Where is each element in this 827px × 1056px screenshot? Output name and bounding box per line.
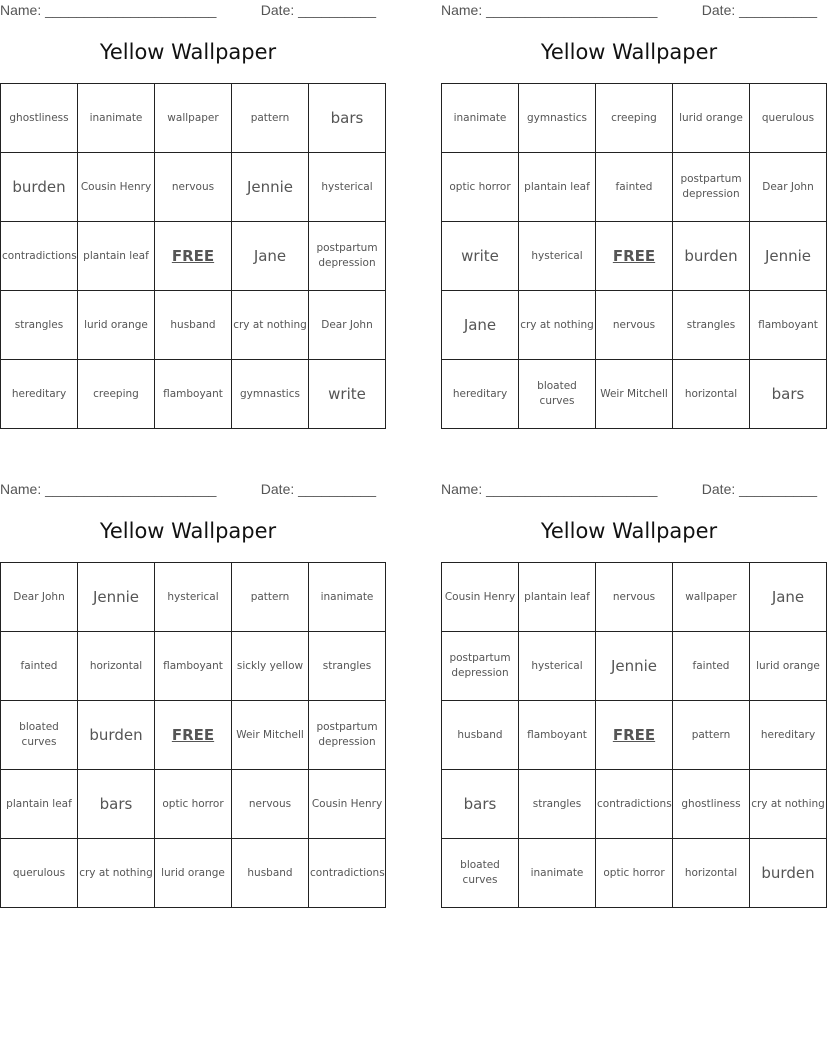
bingo-cell: strangles <box>309 632 386 701</box>
bingo-cell: strangles <box>1 291 78 360</box>
bingo-cell: Jane <box>750 563 827 632</box>
bingo-cell: inanimate <box>442 84 519 153</box>
bingo-cell: hereditary <box>442 360 519 429</box>
bingo-cell: cry at nothing <box>519 291 596 360</box>
date-field-label: Date: __________ <box>701 481 817 497</box>
bingo-cell: inanimate <box>309 563 386 632</box>
bingo-cell: contradictions <box>309 839 386 908</box>
bingo-cell: cry at nothing <box>750 770 827 839</box>
date-field-label: Date: __________ <box>260 481 376 497</box>
bingo-cell: contradictions <box>1 222 78 291</box>
card-title: Yellow Wallpaper <box>99 40 277 64</box>
bingo-cell: write <box>442 222 519 291</box>
name-field-label: Name: ______________________ <box>0 2 217 18</box>
bingo-cell: hereditary <box>750 701 827 770</box>
bingo-cell: bars <box>309 84 386 153</box>
bingo-cell: husband <box>155 291 232 360</box>
bingo-cell: hysterical <box>519 632 596 701</box>
bingo-cell: Jane <box>232 222 309 291</box>
bingo-grid <box>441 83 827 429</box>
bingo-cell: burden <box>673 222 750 291</box>
card-title: Yellow Wallpaper <box>540 519 718 543</box>
bingo-cell: bloated curves <box>442 839 519 908</box>
bingo-cell: lurid orange <box>155 839 232 908</box>
date-field-label: Date: __________ <box>260 2 376 18</box>
free-space-cell: FREE <box>596 701 673 770</box>
bingo-cell: hereditary <box>1 360 78 429</box>
bingo-cell: Cousin Henry <box>309 770 386 839</box>
card-header <box>0 0 376 20</box>
bingo-cell: postpartum depression <box>673 153 750 222</box>
bingo-cell: lurid orange <box>750 632 827 701</box>
bingo-cell: flamboyant <box>155 360 232 429</box>
bingo-cell: creeping <box>596 84 673 153</box>
card-header <box>441 479 817 499</box>
bingo-cell: plantain leaf <box>1 770 78 839</box>
bingo-cell: flamboyant <box>519 701 596 770</box>
bingo-cell: optic horror <box>596 839 673 908</box>
bingo-cell: burden <box>750 839 827 908</box>
bingo-cell: bars <box>442 770 519 839</box>
bingo-cell: Jane <box>442 291 519 360</box>
bingo-cell: nervous <box>596 291 673 360</box>
bingo-cell: bloated curves <box>519 360 596 429</box>
bingo-cell: optic horror <box>442 153 519 222</box>
bingo-cell: wallpaper <box>673 563 750 632</box>
name-field-label: Name: ______________________ <box>0 481 217 497</box>
bingo-cell: Jennie <box>596 632 673 701</box>
name-field-label: Name: ______________________ <box>441 2 658 18</box>
card-header <box>441 0 817 20</box>
bingo-cell: creeping <box>78 360 155 429</box>
bingo-cell: strangles <box>519 770 596 839</box>
bingo-cell: gymnastics <box>232 360 309 429</box>
bingo-cell: inanimate <box>78 84 155 153</box>
bingo-cell: sickly yellow <box>232 632 309 701</box>
free-space-cell: FREE <box>596 222 673 291</box>
bingo-grid <box>0 83 386 429</box>
free-space-cell: FREE <box>155 701 232 770</box>
bingo-cell: plantain leaf <box>519 153 596 222</box>
bingo-cell: Dear John <box>750 153 827 222</box>
bingo-cell: burden <box>78 701 155 770</box>
bingo-cell: ghostliness <box>1 84 78 153</box>
bingo-cell: hysterical <box>155 563 232 632</box>
bingo-cell: wallpaper <box>155 84 232 153</box>
card-header <box>0 479 376 499</box>
bingo-cell: horizontal <box>673 839 750 908</box>
bingo-cell: querulous <box>1 839 78 908</box>
bingo-cell: fainted <box>673 632 750 701</box>
bingo-cell: bars <box>750 360 827 429</box>
card-title: Yellow Wallpaper <box>540 40 718 64</box>
bingo-cell: inanimate <box>519 839 596 908</box>
bingo-cell: plantain leaf <box>519 563 596 632</box>
bingo-cell: hysterical <box>519 222 596 291</box>
bingo-cell: plantain leaf <box>78 222 155 291</box>
bingo-cell: bloated curves <box>1 701 78 770</box>
bingo-cell: ghostliness <box>673 770 750 839</box>
bingo-cell: horizontal <box>78 632 155 701</box>
bingo-cell: pattern <box>232 84 309 153</box>
bingo-cell: hysterical <box>309 153 386 222</box>
bingo-cell: optic horror <box>155 770 232 839</box>
bingo-cell: Weir Mitchell <box>596 360 673 429</box>
bingo-cell: husband <box>442 701 519 770</box>
bingo-cell: nervous <box>232 770 309 839</box>
bingo-cell: burden <box>1 153 78 222</box>
bingo-cell: lurid orange <box>78 291 155 360</box>
bingo-cell: gymnastics <box>519 84 596 153</box>
bingo-cell: cry at nothing <box>78 839 155 908</box>
bingo-cell: Cousin Henry <box>442 563 519 632</box>
bingo-cell: Jennie <box>750 222 827 291</box>
bingo-cell: flamboyant <box>750 291 827 360</box>
bingo-cell: Cousin Henry <box>78 153 155 222</box>
bingo-cell: horizontal <box>673 360 750 429</box>
bingo-cell: lurid orange <box>673 84 750 153</box>
bingo-cell: Dear John <box>309 291 386 360</box>
bingo-cell: flamboyant <box>155 632 232 701</box>
bingo-cell: querulous <box>750 84 827 153</box>
bingo-cell: husband <box>232 839 309 908</box>
name-field-label: Name: ______________________ <box>441 481 658 497</box>
bingo-cell: nervous <box>155 153 232 222</box>
bingo-cell: postpartum depression <box>442 632 519 701</box>
bingo-cell: Dear John <box>1 563 78 632</box>
bingo-cell: Weir Mitchell <box>232 701 309 770</box>
bingo-cell: write <box>309 360 386 429</box>
bingo-cell: fainted <box>1 632 78 701</box>
bingo-grid <box>0 562 386 908</box>
bingo-cell: nervous <box>596 563 673 632</box>
free-space-cell: FREE <box>155 222 232 291</box>
bingo-cell: pattern <box>673 701 750 770</box>
card-title: Yellow Wallpaper <box>99 519 277 543</box>
bingo-grid <box>441 562 827 908</box>
bingo-cell: contradictions <box>596 770 673 839</box>
bingo-cell: bars <box>78 770 155 839</box>
bingo-cell: Jennie <box>232 153 309 222</box>
bingo-cell: fainted <box>596 153 673 222</box>
date-field-label: Date: __________ <box>701 2 817 18</box>
bingo-cell: Jennie <box>78 563 155 632</box>
bingo-cell: postpartum depression <box>309 701 386 770</box>
bingo-cell: postpartum depression <box>309 222 386 291</box>
bingo-cell: cry at nothing <box>232 291 309 360</box>
bingo-cell: pattern <box>232 563 309 632</box>
bingo-cell: strangles <box>673 291 750 360</box>
